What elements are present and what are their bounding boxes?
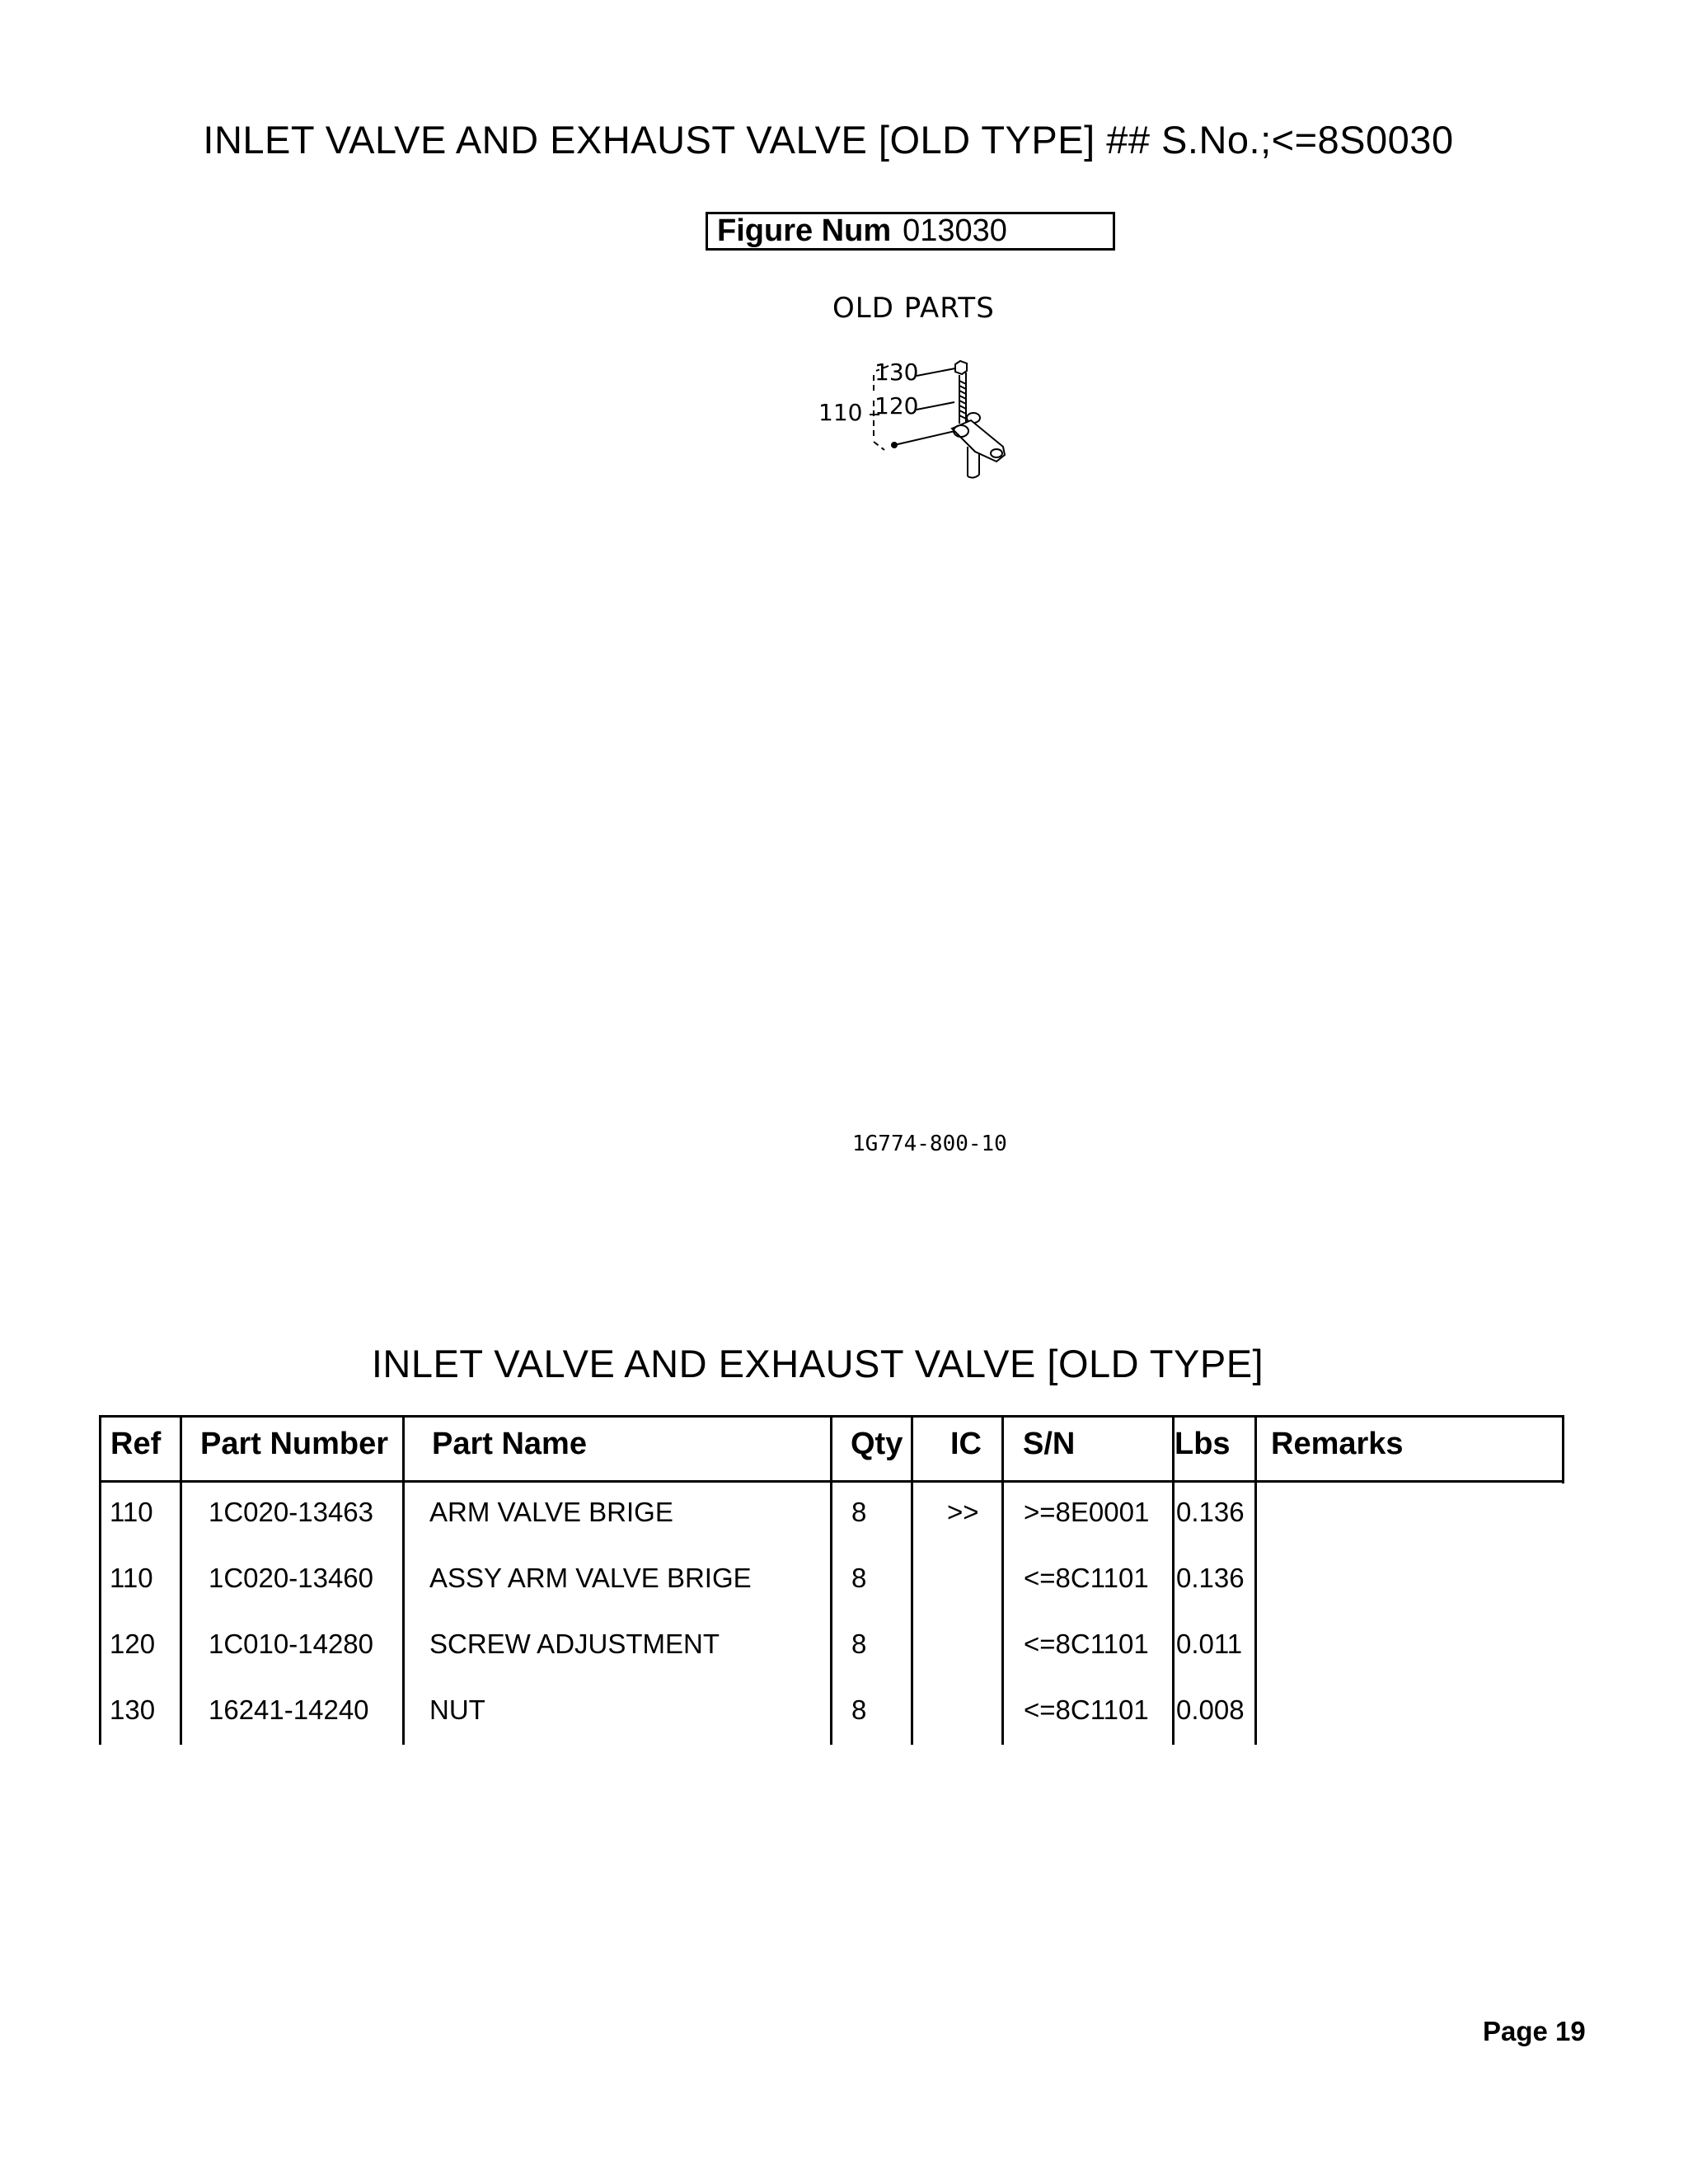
column-rule [99,1415,101,1745]
cell-lbs: 0.008 [1176,1694,1245,1725]
figure-number-value: 013030 [903,213,1007,248]
page-title: INLET VALVE AND EXHAUST VALVE [OLD TYPE] ## S.No.;<=8S0030 [203,118,1454,162]
callout-label: 120 [874,392,919,419]
cell-ref: 120 [110,1629,156,1659]
column-rule [1254,1415,1257,1745]
figure-code: 1G774-800-10 [852,1132,1007,1156]
cell-part-name: SCREW ADJUSTMENT [429,1629,720,1659]
screw-thread [959,381,966,419]
cell-sn: >=8E0001 [1024,1497,1150,1527]
cell-qty: 8 [851,1694,867,1725]
column-rule [911,1415,913,1745]
cell-part-number: 1C020-13460 [209,1563,373,1593]
column-rule [402,1415,405,1745]
cell-part-number: 16241-14240 [209,1694,369,1725]
cell-qty: 8 [851,1497,867,1527]
cell-part-name: ARM VALVE BRIGE [429,1497,673,1527]
header-qty: Qty [851,1427,903,1461]
callout-label: 110 [818,399,863,426]
cell-sn: <=8C1101 [1024,1694,1149,1725]
column-rule [180,1415,182,1745]
cell-sn: <=8C1101 [1024,1563,1149,1593]
column-rule [1001,1415,1004,1745]
cell-part-name: ASSY ARM VALVE BRIGE [429,1563,752,1593]
header-lbs: Lbs [1175,1427,1231,1461]
callout-label: 130 [874,359,919,386]
figure-number-box [706,212,1115,251]
nut-icon [955,361,967,374]
header-part-number: Part Number [200,1427,389,1461]
figure-caption: OLD PARTS [832,292,995,325]
leader-line [917,402,954,410]
header-ref: Ref [110,1427,162,1461]
cell-ic: >> [947,1497,979,1527]
cell-ref: 130 [110,1694,156,1725]
cell-part-number: 1C010-14280 [209,1629,373,1659]
cell-qty: 8 [851,1563,867,1593]
cell-ref: 110 [110,1563,153,1593]
leader-line [894,430,959,445]
cell-lbs: 0.136 [1176,1497,1245,1527]
cell-lbs: 0.136 [1176,1563,1245,1593]
column-rule [830,1415,832,1745]
column-rule [1562,1415,1564,1483]
cell-sn: <=8C1101 [1024,1629,1149,1659]
header-remarks: Remarks [1271,1427,1404,1461]
column-rule [1172,1415,1175,1745]
page-number: Page 19 [1483,2016,1586,2046]
table-title: INLET VALVE AND EXHAUST VALVE [OLD TYPE] [371,1342,1264,1385]
parts-diagram [812,354,1022,486]
header-ic: IC [950,1427,982,1461]
cell-qty: 8 [851,1629,867,1659]
header-sn: S/N [1023,1427,1076,1461]
leader-line [917,368,955,376]
cell-part-name: NUT [429,1694,485,1725]
header-part-name: Part Name [432,1427,587,1461]
cell-lbs: 0.011 [1176,1629,1243,1659]
figure-number-label: Figure Num [717,213,892,248]
cell-part-number: 1C020-13463 [209,1497,373,1527]
cell-ref: 110 [110,1497,153,1527]
parts-table [99,1415,1564,1745]
